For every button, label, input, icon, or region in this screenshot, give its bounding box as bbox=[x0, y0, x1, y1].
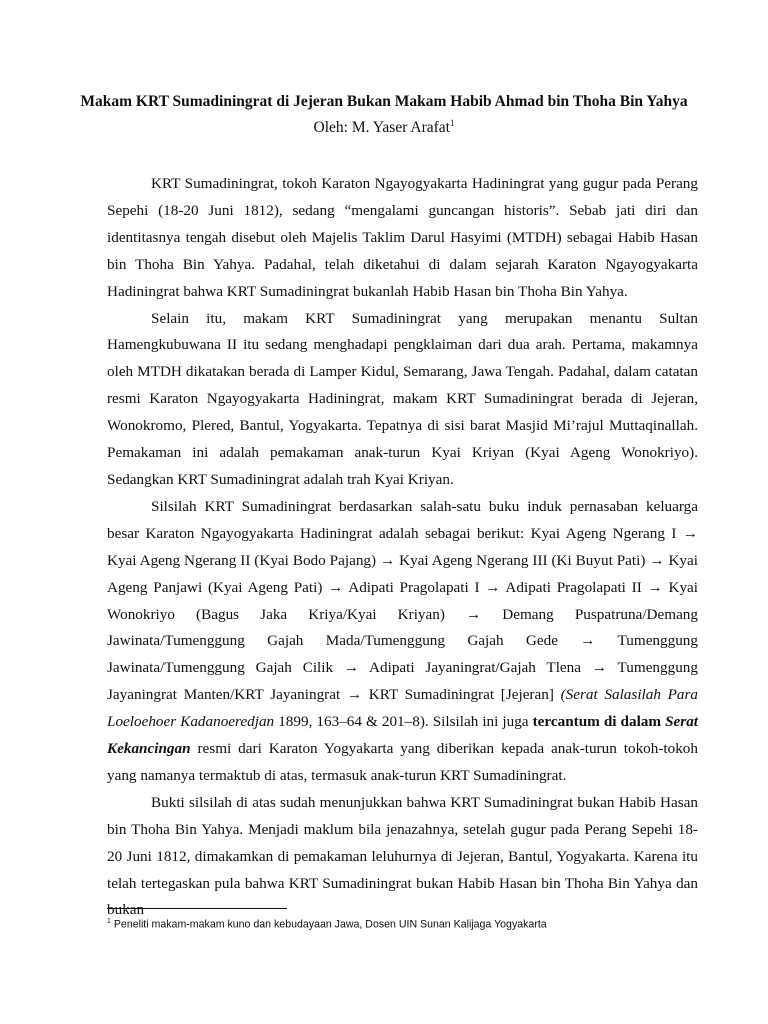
paragraph-3-text-b: 1899, 163–64 & 201–8). Silsilah ini juga bbox=[274, 713, 533, 731]
footnote-text: Peneliti makam-makam kuno dan kebudayaan Jawa, Dosen UIN Sunan Kalijaga Yogyakarta bbox=[113, 918, 547, 931]
document-title: Makam KRT Sumadiningrat di Jejeran Bukan Makam Habib Ahmad bin Thoha Bin Yahya bbox=[80, 93, 688, 110]
footnote-divider bbox=[107, 908, 287, 909]
paragraph-3-bold: tercantum di dalam bbox=[532, 713, 666, 731]
footnote-mark: 1 bbox=[107, 918, 111, 925]
paragraph-2: Selain itu, makam KRT Sumadiningrat yang merupakan menantu Sultan Hamengkubuwana II itu sedang menghadapi pengklaiman dari dua arah. Pertama, makamnya oleh MTDH dikatakan berada di Lamper Kidul, Semarang, Jawa Tengah. Padahal, dalam catatan resmi Karaton Ngayogyakarta Hadiningrat, makam KRT Sumadiningrat berada di Jejeran, Wonokromo, Plered, Bantul, Yogyakarta. Tepatnya di sisi barat Masjid Mi’rajul Muttaqinallah. Pemakaman ini adalah pemakaman anak-turun Kyai Kriyan (Kyai Ageng Wonokriyo). Sedangkan KRT Sumadiningrat adalah trah Kyai Kriyan. bbox=[107, 309, 698, 488]
author-name: Oleh: M. Yaser Arafat bbox=[313, 119, 450, 136]
serat-kekancingan-title: Serat Kekancingan bbox=[107, 713, 699, 758]
paragraph-4: Bukti silsilah di atas sudah menunjukkan bahwa KRT Sumadiningrat bukan Habib Hasan bin Thoha Bin Yahya. Menjadi maklum bila jenazahnya, setelah gugur pada Perang Sepehi 18-20 Juni 1812, dimakamkan di pemakaman leluhurnya di Jejeran, Bantul, Yogyakarta. Karena itu telah tertegaskan pula bahwa KRT Sumadiningrat bukan Habib Hasan bin Thoha Bin Yahya dan bukan bbox=[107, 793, 698, 919]
paragraph-1: KRT Sumadiningrat, tokoh Karaton Ngayogyakarta Hadiningrat yang gugur pada Perang Sepehi (18-20 Juni 1812), sedang “mengalami guncangan historis”. Sebab jati diri dan identitasnya tengah disebut oleh Majelis Taklim Darul Hasyimi (MTDH) sebagai Habib Hasan bin Thoha Bin Yahya. Padahal, telah diketahui di dalam sejarah Karaton Ngayogyakarta Hadiningrat bahwa KRT Sumadiningrat bukanlah Habib Hasan bin Thoha Bin Yahya. bbox=[107, 175, 698, 300]
footnote bbox=[107, 914, 707, 933]
footnote-reference: 1 bbox=[449, 117, 455, 128]
paragraph-3-text-c: resmi dari Karaton Yogyakarta yang diberikan kepada anak-turun tokoh-tokoh yang namanya termaktub di atas, termasuk anak-turun KRT Sumadiningrat. bbox=[107, 740, 698, 784]
citation-title: (Serat Salasilah Para Loeloehoer Kadanoeredjan bbox=[107, 686, 699, 731]
paragraph-3 bbox=[107, 494, 698, 790]
author-byline bbox=[60, 118, 708, 138]
article-body bbox=[107, 171, 698, 924]
paragraph-3-genealogy: Silsilah KRT Sumadiningrat berdasarkan salah-satu buku induk pernasaban keluarga besar Karaton Ngayogyakarta Hadiningrat adalah sebagai berikut: Kyai Ageng Ngerang I → Kyai Ageng Ngerang II (Kyai Bodo Pajang) → Kyai Ageng Ngerang III (Ki Buyut Pati) → Kyai Ageng Panjawi (Kyai Ageng Pati) → Adipati Pragolapati I → Adipati Pragolapati II → Kyai Wonokriyo (Bagus Jaka Kriya/Kyai Kriyan) → Demang Puspatruna/Demang Jawinata/Tumenggung Gajah Mada/Tumenggung Gajah Gede → Tumenggung Jawinata/Tumenggung Gajah Cilik → Adipati Jayaningrat/Gajah Tlena → Tumenggung Jayaningrat Manten/KRT Jayaningrat → KRT Sumadiningrat [Jejeran] bbox=[107, 497, 698, 704]
